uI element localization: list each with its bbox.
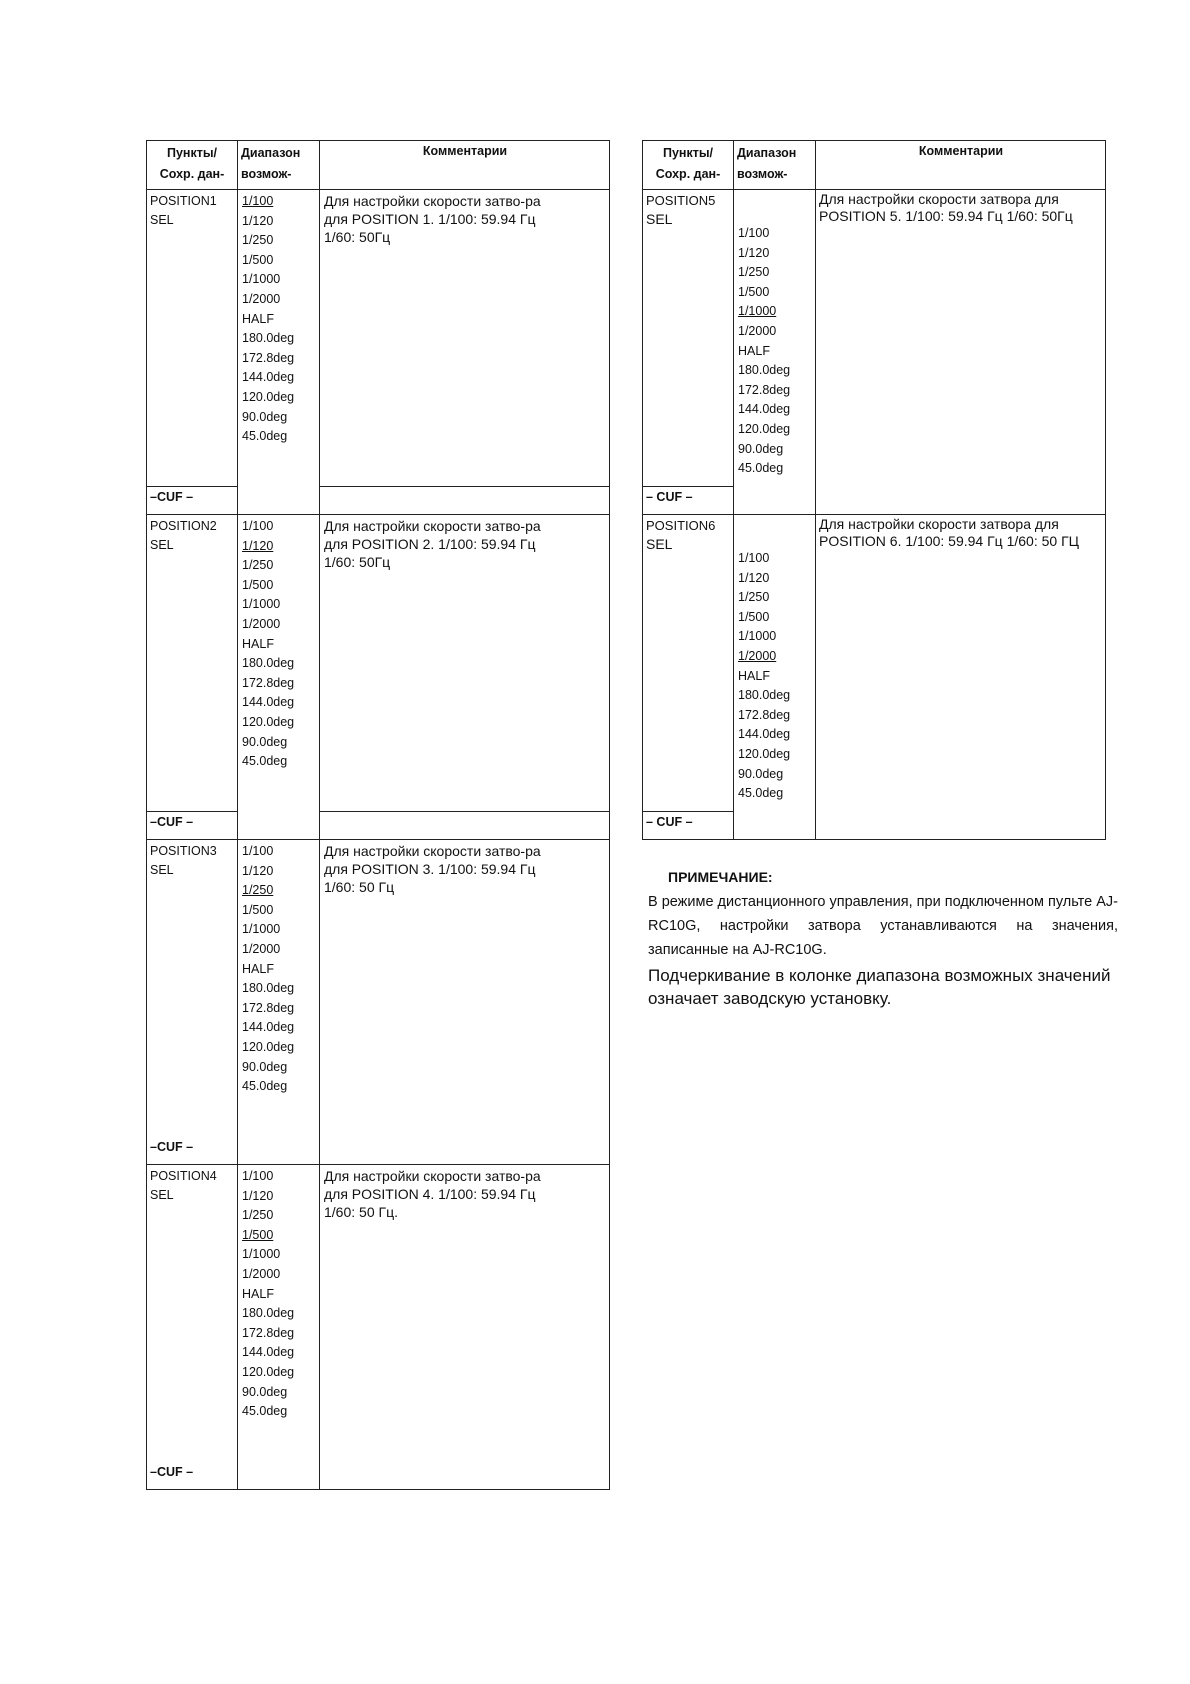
- range-value: 120.0deg: [738, 421, 791, 436]
- range-value: HALF: [738, 668, 770, 683]
- header-range: Диапазон возмож-: [241, 146, 301, 181]
- range-value: 1/250: [242, 558, 274, 573]
- header-comments: Комментарии: [918, 144, 1004, 158]
- range-value: 1/100: [242, 844, 274, 858]
- range-value: HALF: [242, 311, 274, 326]
- range-values: [242, 192, 294, 447]
- range-value: 1/2000: [242, 1266, 281, 1281]
- range-value: 45.0deg: [738, 461, 784, 476]
- range-value: 1/2000: [242, 941, 281, 956]
- range-value: 1/100: [242, 194, 274, 208]
- row-item: POSITION3 SEL: [150, 844, 217, 877]
- range-value: 120.0deg: [738, 746, 791, 761]
- range-value: 1/2000: [738, 323, 777, 338]
- range-values: [242, 517, 294, 772]
- comment: Для настройки скорости затво-ра для POSITION 3. 1/100: 59.94 Гц 1/60: 50 Гц: [324, 843, 541, 895]
- range-value: 1/1000: [242, 597, 281, 612]
- range-value: 1/250: [738, 590, 770, 605]
- range-value: HALF: [242, 961, 274, 976]
- range-value: 1/100: [242, 1169, 274, 1183]
- cuf-label: –CUF –: [150, 815, 194, 829]
- range-value: 180.0deg: [242, 1306, 295, 1321]
- range-value: 1/2000: [242, 291, 281, 306]
- range-value: 1/500: [242, 577, 274, 592]
- range-value: 1/250: [242, 1208, 274, 1223]
- range-value: 1/120: [242, 538, 274, 553]
- range-value: HALF: [242, 1286, 274, 1301]
- range-value: 144.0deg: [738, 402, 791, 417]
- range-values: [738, 224, 790, 479]
- range-value: 1/500: [738, 609, 770, 624]
- range-value: 1/100: [738, 226, 770, 240]
- cuf-label: –CUF –: [150, 490, 194, 504]
- range-value: 180.0deg: [242, 331, 295, 346]
- row-item: POSITION2 SEL: [150, 519, 217, 552]
- range-value: 1/120: [242, 863, 274, 878]
- range-value: 1/2000: [242, 616, 281, 631]
- range-value: 120.0deg: [242, 1039, 295, 1054]
- range-value: 1/120: [242, 1188, 274, 1203]
- range-value: 90.0deg: [242, 409, 288, 424]
- cuf-label: –CUF –: [150, 1140, 194, 1154]
- range-value: HALF: [738, 343, 770, 358]
- range-value: 45.0deg: [738, 786, 784, 801]
- range-value: 90.0deg: [738, 766, 784, 781]
- range-values: [242, 842, 294, 1097]
- range-value: 172.8deg: [242, 1325, 295, 1340]
- note-text-underline: Подчеркивание в колонке диапазона возможных значений означает заводскую установку.: [648, 966, 1111, 1008]
- range-value: 120.0deg: [242, 714, 295, 729]
- range-value: 144.0deg: [242, 370, 295, 385]
- range-value: 144.0deg: [738, 727, 791, 742]
- left-table: [146, 140, 610, 1490]
- comment: Для настройки скорости затво-ра для POSITION 1. 1/100: 59.94 Гц 1/60: 50Гц: [324, 193, 541, 245]
- cuf-label: –CUF –: [150, 1465, 194, 1479]
- range-value: 45.0deg: [242, 429, 288, 444]
- range-value: 90.0deg: [242, 1059, 288, 1074]
- range-value: 1/500: [242, 902, 274, 917]
- header-comments: Комментарии: [422, 144, 508, 158]
- range-value: 1/250: [242, 233, 274, 248]
- row-item: POSITION1 SEL: [150, 194, 217, 227]
- right-table: [642, 140, 1106, 840]
- range-value: 45.0deg: [242, 1079, 288, 1094]
- range-value: 1/100: [738, 551, 770, 565]
- row-item: POSITION4 SEL: [150, 1169, 217, 1202]
- range-value: 144.0deg: [242, 695, 295, 710]
- range-value: 180.0deg: [242, 656, 295, 671]
- range-value: 1/1000: [242, 1247, 281, 1262]
- range-value: 1/2000: [738, 648, 777, 663]
- range-value: 1/1000: [738, 629, 777, 644]
- range-value: 172.8deg: [242, 350, 295, 365]
- range-value: 180.0deg: [738, 688, 791, 703]
- range-value: HALF: [242, 636, 274, 651]
- comment: Для настройки скорости затво-ра для POSITION 2. 1/100: 59.94 Гц 1/60: 50Гц: [324, 518, 541, 570]
- range-value: 90.0deg: [242, 1384, 288, 1399]
- range-value: 1/120: [738, 570, 770, 585]
- range-value: 172.8deg: [242, 1000, 295, 1015]
- range-value: 172.8deg: [738, 382, 791, 397]
- range-value: 1/120: [738, 245, 770, 260]
- range-value: 120.0deg: [242, 389, 295, 404]
- note-text: В режиме дистанционного управления, при подключенном пульте AJ-RC10G, настройки затвора устанавливаются на значения, записанные на AJ-RC10G.: [648, 894, 1118, 958]
- range-value: 1/500: [242, 252, 274, 267]
- range-value: 1/250: [242, 883, 274, 898]
- range-value: 90.0deg: [242, 734, 288, 749]
- range-value: 1/1000: [738, 304, 777, 319]
- range-value: 1/1000: [242, 272, 281, 287]
- range-value: 180.0deg: [242, 981, 295, 996]
- range-value: 144.0deg: [242, 1020, 295, 1035]
- row-item: POSITION5 SEL: [646, 193, 716, 227]
- range-values: [738, 549, 790, 804]
- range-values: [242, 1167, 294, 1422]
- range-value: 1/100: [242, 519, 274, 533]
- range-value: 1/120: [242, 213, 274, 228]
- range-value: 120.0deg: [242, 1364, 295, 1379]
- cuf-label: – CUF –: [646, 815, 693, 829]
- range-value: 180.0deg: [738, 363, 791, 378]
- range-value: 1/1000: [242, 922, 281, 937]
- range-value: 1/250: [738, 265, 770, 280]
- header-item: Пункты/ Сохр. дан-: [159, 146, 225, 181]
- range-value: 45.0deg: [242, 1404, 288, 1419]
- row-item: POSITION6 SEL: [646, 518, 716, 552]
- comment: Для настройки скорости затвора для POSITION 5. 1/100: 59.94 Гц 1/60: 50Гц: [819, 191, 1073, 224]
- note-block: [648, 866, 1118, 1010]
- range-value: 45.0deg: [242, 754, 288, 769]
- range-value: 172.8deg: [738, 707, 791, 722]
- comment: Для настройки скорости затвора для POSITION 6. 1/100: 59.94 Гц 1/60: 50 ГЦ: [819, 516, 1080, 549]
- note-title: ПРИМЕЧАНИЕ:: [668, 869, 773, 885]
- header-item: Пункты/ Сохр. дан-: [655, 146, 721, 181]
- range-value: 172.8deg: [242, 675, 295, 690]
- range-value: 1/500: [738, 284, 770, 299]
- cuf-label: – CUF –: [646, 490, 693, 504]
- range-value: 144.0deg: [242, 1345, 295, 1360]
- range-value: 90.0deg: [738, 441, 784, 456]
- comment: Для настройки скорости затво-ра для POSITION 4. 1/100: 59.94 Гц 1/60: 50 Гц.: [324, 1168, 541, 1220]
- header-range: Диапазон возмож-: [737, 146, 797, 181]
- range-value: 1/500: [242, 1227, 274, 1242]
